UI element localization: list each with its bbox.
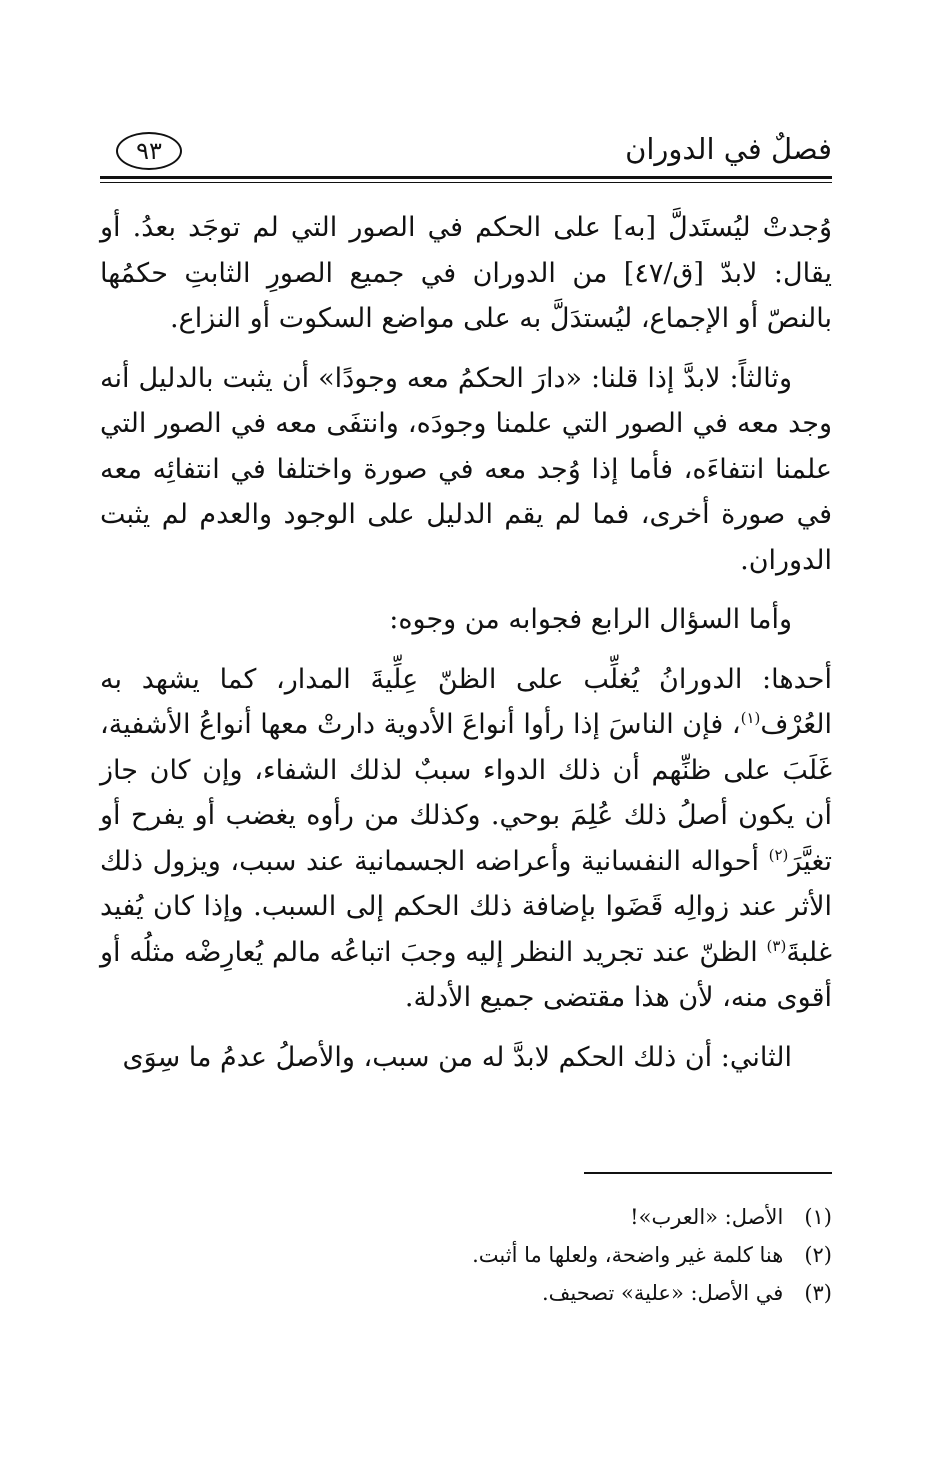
footnote-2-text: هنا كلمة غير واضحة، ولعلها ما أثبت. [472, 1243, 784, 1267]
footnote-1-number: (١) [804, 1205, 832, 1229]
footnote-separator [584, 1172, 832, 1174]
paragraph-4-part-4: الظنّ عند تجريد النظر إليه وجبَ اتباعُه مالم يُعارِضْه مثلُه أو أقوى منه، لأن هذا مقتضى جميع الأدلة. [100, 936, 832, 1013]
paragraph-1: وُجدتْ ليُستَدلَّ [به] على الحكم في الصور التي لم توجَد بعدُ. أو يقال: لابدّ [ق/٤٧] من الدوران في جميع الصورِ الثابتِ حكمُها بالنصّ أو الإجماع، ليُستدَلَّ به على مواضع السكوت أو النزاع. [100, 212, 832, 334]
footnote-3 [100, 1274, 832, 1312]
paragraph-4-part-1: أحدها: الدورانُ يُغلِّب على الظنّ عِلِّيةَ المدار، كما يشهد به العُرْف [100, 663, 832, 740]
footnote-2-number: (٢) [804, 1243, 832, 1267]
footnote-ref-1: (١) [740, 709, 761, 727]
body-text [100, 205, 832, 1094]
footnote-2 [100, 1236, 832, 1274]
header-rule-thin [100, 182, 832, 183]
paragraph-2: وثالثاً: لابدَّ إذا قلنا: «دارَ الحكمُ معه وجودًا» أن يثبت بالدليل أنه وجد معه في الصور التي علمنا وجودَه، وانتفَى معه في الصور التي علمنا انتفاءَه، فأما إذا وُجد معه في صورة واختلفا في انتفائِه معه في صورة أخرى، فما لم يقم الدليل على الوجود والعدم لم يثبت الدوران. [100, 362, 832, 576]
paragraph-3: وأما السؤال الرابع فجوابه من وجوه: [389, 604, 792, 635]
footnote-ref-3: (٣) [766, 936, 787, 955]
footnotes [100, 1198, 832, 1312]
footnote-3-text: في الأصل: «علية» تصحيف. [541, 1281, 784, 1305]
header-rule-thick [100, 176, 832, 179]
paragraph-4 [100, 657, 832, 1021]
paragraph-5: الثاني: أن ذلك الحكم لابدَّ له من سبب، والأصلُ عدمُ ما سِوَى [122, 1041, 792, 1073]
chapter-title: فصلٌ في الدوران [625, 132, 832, 166]
footnote-3-number: (٣) [804, 1281, 832, 1305]
running-header [100, 126, 832, 178]
footnote-1 [100, 1198, 832, 1236]
paragraph-4-part-3: أحواله النفسانية وأعراضه الجسمانية عند سبب، ويزول ذلك الأثر عند زوالِه قَضَوا بإضافة ذلك الحكم إلى السبب. وإذا كان يُفيد غلبةَ [100, 845, 832, 968]
paragraph-4-part-2: ، فإن الناسَ إذا رأوا أنواعَ الأدوية دارتْ معها أنواعُ الأشفية، غَلَبَ على ظنِّهم أن ذلك الدواء سببٌ لذلك الشفاء، وإن كان جاز أن يكون أصلُ ذلك عُلِمَ بوحي. وكذلك من رأوه يغضب أو يفرح أو تغيَّرَ [100, 709, 832, 877]
page-number: ٩٣ [116, 132, 182, 170]
footnote-ref-2: (٢) [768, 845, 789, 864]
footnote-1-text: الأصل: «العرب»! [630, 1205, 784, 1229]
